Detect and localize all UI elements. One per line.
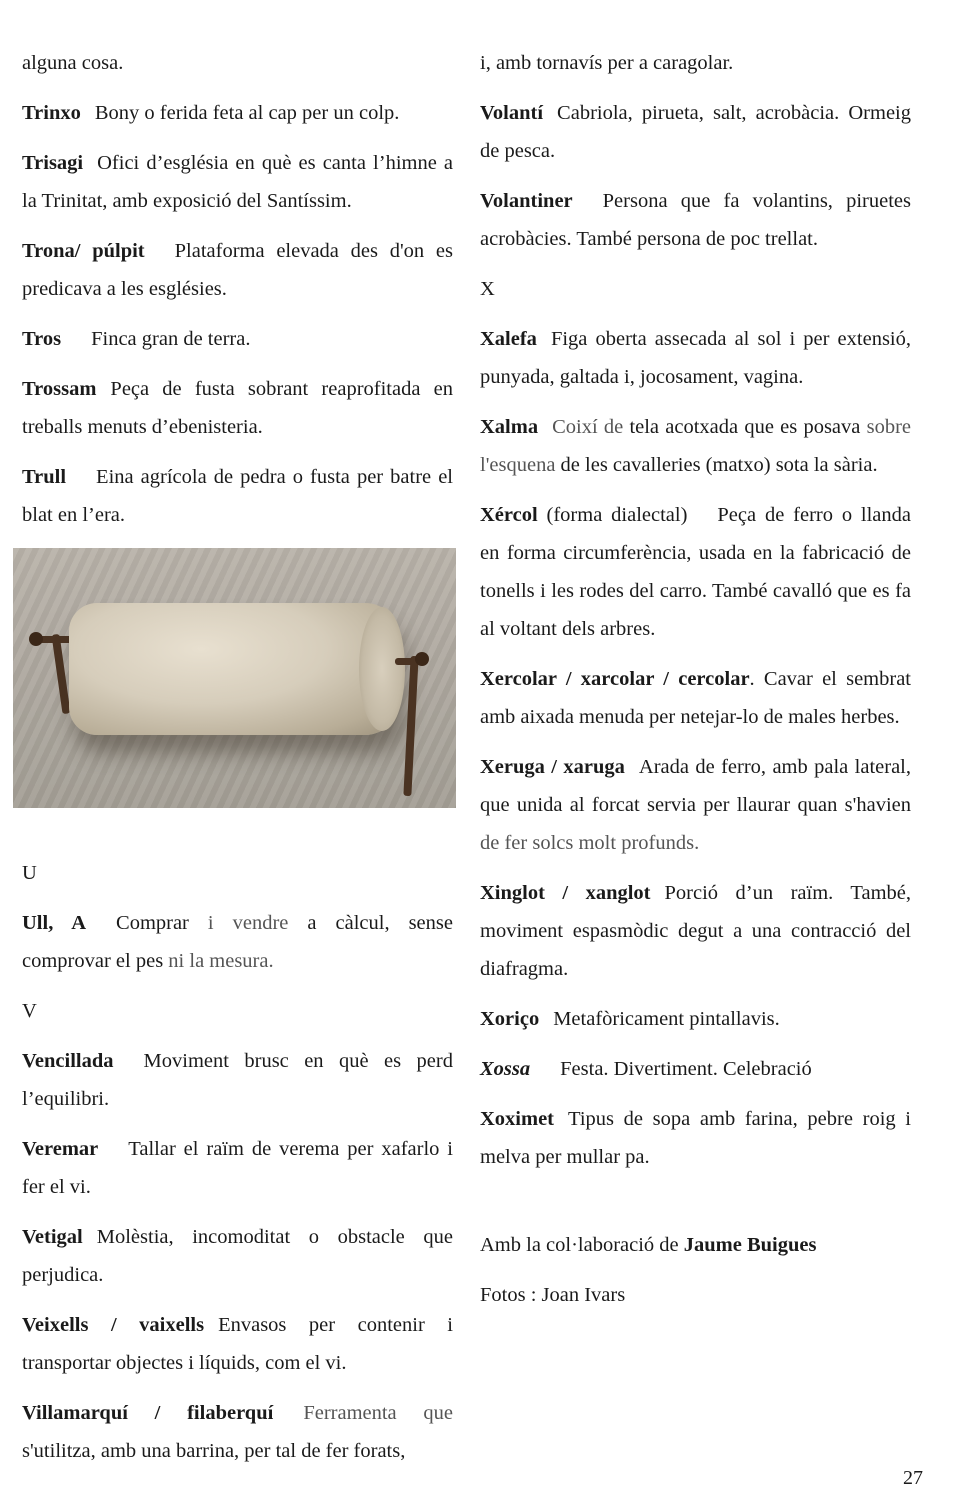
credit-name: Jaume Buigues [683, 1234, 817, 1256]
entry-definition: Festa. Divertiment. Celebració [560, 1058, 812, 1080]
entry-xalefa [480, 320, 911, 396]
entry-volantiner [480, 182, 911, 258]
entry-definition: Envasos per contenir i transportar objectes i líquids, com el vi. [22, 1314, 453, 1374]
page-number: 27 [903, 1467, 923, 1489]
entry-term: Xercolar / xarcolar / cercolar [480, 668, 750, 690]
entry-term: Veixells / vaixells [22, 1314, 205, 1336]
stone-roller [69, 603, 399, 735]
entry-term: Tros [22, 328, 62, 350]
entry-term: Villamarquí / filaberquí [22, 1402, 274, 1424]
entry-term: Xalefa [480, 328, 537, 350]
entry-term: Trisagi [22, 152, 84, 174]
entry-definition: Persona que fa volantins, piruetes acrobàcies. També persona de poc trellat. [480, 190, 911, 250]
entry-definition: Peça de fusta sobrant reaprofitada en treballs menuts d’ebenisteria. [22, 378, 453, 438]
entry-definition-grey: Ferramenta que [303, 1402, 453, 1424]
entry-term: Xeruga / xaruga [480, 756, 625, 778]
collaboration-credit [480, 1226, 911, 1264]
entry-volanti [480, 94, 911, 170]
entry-definition: Figa oberta assecada al sol i per extensió, punyada, galtada i, jocosament, vagina. [480, 328, 911, 388]
entry-term: Veremar [22, 1138, 99, 1160]
entry-definition: tela acotxada que es posava [623, 416, 867, 438]
section-letter-x: X [480, 278, 495, 300]
entries-t [22, 94, 453, 534]
entry-definition-grey: Coixí de [552, 416, 624, 438]
entry-term: Xossa [480, 1058, 531, 1080]
entry-definition: . Cavar el sembrat amb aixada menuda per netejar-lo de males herbes. [480, 668, 911, 728]
left-column [22, 44, 453, 1482]
entry-xercolar [480, 660, 911, 736]
entry-definition: de les cavalleries (matxo) sota la sària. [555, 454, 878, 476]
axle-knob-right [415, 652, 429, 666]
entry-tros [22, 320, 453, 358]
entry-xalma [480, 408, 911, 484]
entry-term: Xoximet [480, 1108, 555, 1130]
continued-text: alguna cosa. [22, 52, 124, 74]
entry-definition: Tipus de sopa amb farina, pebre roig i melva per mullar pa. [480, 1108, 911, 1168]
axle-knob-left [29, 632, 43, 646]
iron-handle-right [403, 656, 418, 796]
entry-definition-grey: de fer solcs molt profunds. [480, 832, 700, 854]
entry-definition: a càlcul, sense comprovar el pes [22, 912, 453, 972]
entry-definition: Tallar el raïm de verema per xafarlo i fer el vi. [22, 1138, 453, 1198]
entry-term: Xércol [480, 504, 538, 526]
entry-term: Ull, A [22, 912, 87, 934]
entry-term: Vetigal [22, 1226, 83, 1248]
entry-term: Trinxo [22, 102, 81, 124]
entry-trinxo [22, 94, 453, 132]
entry-definition: Arada de ferro, amb pala lateral, que unida al forcat servia per llaurar quan s'havien [480, 756, 911, 816]
entry-vencillada [22, 1042, 453, 1118]
entry-trona [22, 232, 453, 308]
entry-term: Trona/ púlpit [22, 240, 145, 262]
entry-definition: Finca gran de terra. [91, 328, 251, 350]
entry-term: Trossam [22, 378, 97, 400]
entry-villamarqui [22, 1394, 453, 1470]
continued-text: i, amb tornavís per a caragolar. [480, 52, 734, 74]
entry-definition: Metafòricament pintallavis. [553, 1008, 780, 1030]
iron-handle-left [51, 634, 70, 714]
entry-definition: s'utilitza, amb una barrina, per tal de fer forats, [22, 1440, 406, 1462]
entry-ull [22, 904, 453, 980]
section-letter-v: V [22, 1000, 37, 1022]
entry-trossam [22, 370, 453, 446]
entry-veremar [22, 1130, 453, 1206]
entry-term: Vencillada [22, 1050, 114, 1072]
entry-term: Xoriço [480, 1008, 540, 1030]
entry-term: Volantí [480, 102, 544, 124]
entry-xeruga [480, 748, 911, 862]
entry-definition: Porció d’un raïm. També, moviment espasmòdic degut a una contracció del diafragma. [480, 882, 911, 980]
entry-definition: Peça de ferro o llanda en forma circumferència, usada en la fabricació de tonells i les rodes del carro. També cavalló que es fa al voltant dels arbres. [480, 504, 911, 640]
right-column [480, 44, 911, 1326]
entry-xossa [480, 1050, 911, 1088]
section-letter-u: U [22, 862, 37, 884]
entry-definition: Moviment brusc en què es perd l’equilibri. [22, 1050, 453, 1110]
entry-term: Xalma [480, 416, 539, 438]
roller-end [359, 607, 405, 731]
credit-prefix: Amb la col·laboració de [480, 1234, 684, 1256]
entry-definition: Plataforma elevada des d'on es predicava a les esglésies. [22, 240, 453, 300]
entry-term: Trull [22, 466, 67, 488]
entry-xercol [480, 496, 911, 648]
entry-trisagi [22, 144, 453, 220]
entry-vetigal [22, 1218, 453, 1294]
entries-v [22, 1042, 453, 1382]
entry-definition: Cabriola, pirueta, salt, acrobàcia. Ormeig de pesca. [480, 102, 911, 162]
entry-definition-grey: sobre l'esquena [480, 416, 911, 476]
stone-roller-photo [13, 548, 456, 808]
entry-term: Xinglot / xanglot [480, 882, 651, 904]
entry-definition: Bony o ferida feta al cap per un colp. [94, 102, 400, 124]
entry-definition: Eina agrícola de pedra o fusta per batre el blat en l’era. [22, 466, 453, 526]
entry-xinglot [480, 874, 911, 988]
entry-veixells [22, 1306, 453, 1382]
entry-definition: Ofici d’església en què es canta l’himne a la Trinitat, amb exposició del Santíssim. [22, 152, 453, 212]
entry-note: (forma dialectal) [537, 504, 688, 526]
photos-credit: Fotos : Joan Ivars [480, 1284, 626, 1306]
entry-definition: Comprar [116, 912, 208, 934]
entry-term: Volantiner [480, 190, 573, 212]
entry-definition-grey: i vendre [207, 912, 289, 934]
entry-definition: Molèstia, incomoditat o obstacle que perjudica. [22, 1226, 453, 1286]
entry-xorico [480, 1000, 911, 1038]
entry-trull [22, 458, 453, 534]
entry-definition-grey: ni la mesura. [168, 950, 274, 972]
entry-xoximet [480, 1100, 911, 1176]
